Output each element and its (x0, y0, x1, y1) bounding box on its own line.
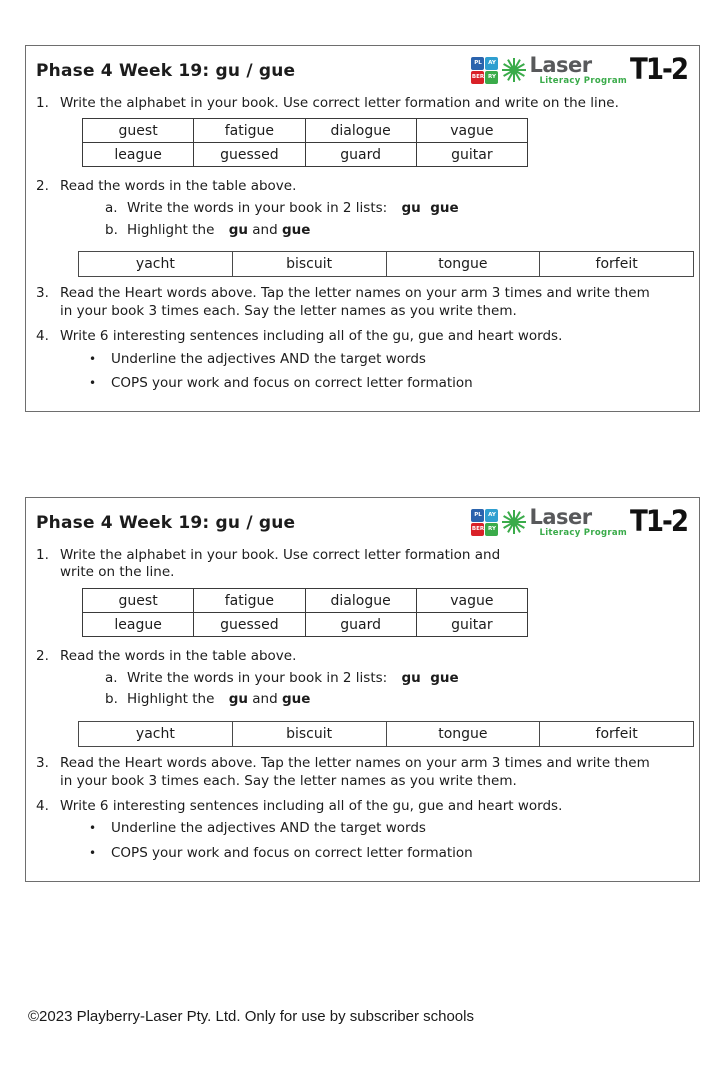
bullet-text: Underline the adjectives AND the target words (111, 820, 426, 837)
instruction-text: Write the alphabet in your book. Use correct letter formation and write on the line. (60, 546, 501, 581)
instruction-number: 3. (36, 755, 49, 772)
starburst-icon (502, 58, 526, 82)
instruction-number: 4. (36, 327, 49, 344)
brand-stack (529, 507, 627, 538)
gu-gue-word-table (82, 588, 528, 637)
worksheet-title: Phase 4 Week 19: gu / gue (36, 61, 296, 81)
target-grapheme-gu: gu (228, 691, 248, 708)
instruction-2b (105, 222, 689, 240)
puzzle-piece-ay: AY (485, 57, 498, 70)
word-cell: vague (416, 589, 527, 613)
bullet-text: Underline the adjectives AND the target words (111, 350, 426, 367)
instruction-2b (105, 691, 689, 709)
instruction-number: 1. (36, 546, 49, 563)
table-row (83, 143, 528, 167)
conjunction: and (252, 691, 278, 708)
instruction-text: Write the alphabet in your book. Use correct letter formation and write on the line. (60, 94, 619, 111)
brand-name: Laser (529, 505, 592, 529)
sub-instruction-text-plain: Highlight the (127, 221, 215, 238)
starburst-icon (502, 510, 526, 534)
instruction-4 (33, 798, 689, 816)
heart-word-table (78, 721, 694, 747)
bullet-point-2 (89, 375, 689, 393)
sub-instruction-text (127, 670, 459, 688)
puzzle-piece-ber: BER (471, 71, 484, 84)
sub-instruction-letter: a. (105, 669, 118, 686)
bullet-text: COPS your work and focus on correct letter formation (111, 845, 473, 862)
sub-instruction-text (127, 691, 310, 709)
sub-instruction-text-plain: Highlight the (127, 691, 215, 708)
heart-word-cell: forfeit (540, 722, 694, 747)
worksheet-panel-2 (25, 497, 700, 882)
brand-program: Literacy Program (539, 528, 628, 538)
bullet-point-1 (89, 820, 689, 838)
puzzle-piece-ry: RY (485, 71, 498, 84)
heart-word-cell: biscuit (232, 252, 386, 277)
word-cell: guest (83, 589, 194, 613)
word-cell: guessed (194, 613, 305, 637)
instruction-4 (33, 328, 689, 346)
target-graphemes: gu gue (401, 669, 459, 686)
instruction-text: Write 6 interesting sentences including all of the gu, gue and heart words. (60, 327, 563, 344)
table-row (79, 722, 694, 747)
instruction-number: 1. (36, 94, 49, 111)
brand-edition: T1-2 (630, 52, 687, 87)
bullet-point-2 (89, 845, 689, 863)
instruction-number: 2. (36, 178, 49, 195)
word-cell: league (83, 143, 194, 167)
playberry-puzzle-icon (471, 57, 498, 84)
playberry-laser-logo (471, 504, 689, 539)
target-graphemes: gu gue (401, 200, 459, 217)
sub-instruction-letter: b. (105, 221, 118, 238)
sub-instruction-text-plain: Write the words in your book in 2 lists: (127, 200, 388, 217)
brand-program: Literacy Program (539, 76, 628, 86)
sub-instruction-letter: b. (105, 691, 118, 708)
word-cell: fatigue (194, 119, 305, 143)
word-cell: vague (416, 119, 527, 143)
word-cell: guitar (416, 613, 527, 637)
target-grapheme-gu: gu (228, 221, 248, 238)
heart-word-cell: yacht (79, 252, 233, 277)
instruction-2a (105, 200, 689, 218)
copyright-footer: ©2023 Playberry-Laser Pty. Ltd. Only for use by subscriber schools (28, 1008, 474, 1025)
gu-gue-word-table (82, 118, 528, 167)
table-row (83, 589, 528, 613)
instruction-2 (33, 648, 689, 666)
puzzle-piece-ay: AY (485, 509, 498, 522)
bullet-icon: • (89, 821, 97, 836)
heart-word-cell: tongue (386, 722, 540, 747)
sub-instruction-text (127, 222, 310, 240)
heart-word-table (78, 251, 694, 277)
table-row (83, 119, 528, 143)
instruction-number: 3. (36, 285, 49, 302)
word-cell: fatigue (194, 589, 305, 613)
instruction-text: Read the Heart words above. Tap the letter names on your arm 3 times and write them in your book 3 times each. Say the letter names as you write them. (60, 755, 650, 789)
bullet-icon: • (89, 351, 97, 366)
instruction-3 (33, 285, 689, 321)
instruction-text: Read the Heart words above. Tap the letter names on your arm 3 times and write them in your book 3 times each. Say the letter names as you write them. (60, 285, 650, 320)
word-cell: guitar (416, 143, 527, 167)
puzzle-piece-ber: BER (471, 523, 484, 536)
instruction-number: 2. (36, 648, 49, 665)
target-grapheme-gue: gue (281, 691, 311, 708)
puzzle-piece-pl: PL (471, 57, 484, 70)
word-cell: league (83, 613, 194, 637)
heart-word-cell: tongue (386, 252, 540, 277)
bullet-text: COPS your work and focus on correct letter formation (111, 375, 473, 392)
panel-header (33, 52, 689, 87)
sub-instruction-text (127, 200, 459, 218)
instruction-text: Write 6 interesting sentences including all of the gu, gue and heart words. (60, 797, 563, 814)
worksheet-title: Phase 4 Week 19: gu / gue (36, 513, 296, 533)
word-cell: dialogue (305, 119, 416, 143)
playberry-puzzle-icon (471, 509, 498, 536)
instruction-2a (105, 670, 689, 688)
table-row (83, 613, 528, 637)
puzzle-piece-pl: PL (471, 509, 484, 522)
heart-word-cell: yacht (79, 722, 233, 747)
bullet-icon: • (89, 846, 97, 861)
instruction-text: Read the words in the table above. (60, 178, 297, 195)
instruction-2 (33, 178, 689, 196)
target-grapheme-gue: gue (281, 221, 311, 238)
brand-name: Laser (529, 53, 592, 77)
instruction-3 (33, 755, 689, 791)
puzzle-piece-ry: RY (485, 523, 498, 536)
word-cell: guessed (194, 143, 305, 167)
instruction-1 (33, 95, 689, 113)
word-cell: guard (305, 143, 416, 167)
word-cell: guard (305, 613, 416, 637)
sub-instruction-text-plain: Write the words in your book in 2 lists: (127, 669, 388, 686)
word-cell: guest (83, 119, 194, 143)
brand-stack (529, 55, 627, 86)
heart-word-cell: biscuit (232, 722, 386, 747)
sub-instruction-letter: a. (105, 200, 118, 217)
table-row (79, 252, 694, 277)
bullet-point-1 (89, 351, 689, 369)
word-cell: dialogue (305, 589, 416, 613)
playberry-laser-logo (471, 52, 689, 87)
panel-header (33, 504, 689, 539)
instruction-1 (33, 547, 689, 583)
heart-word-cell: forfeit (540, 252, 694, 277)
bullet-icon: • (89, 376, 97, 391)
instruction-text: Read the words in the table above. (60, 648, 297, 665)
worksheet-panel-1 (25, 45, 700, 412)
instruction-number: 4. (36, 797, 49, 814)
conjunction: and (252, 221, 278, 238)
brand-edition: T1-2 (630, 504, 687, 539)
